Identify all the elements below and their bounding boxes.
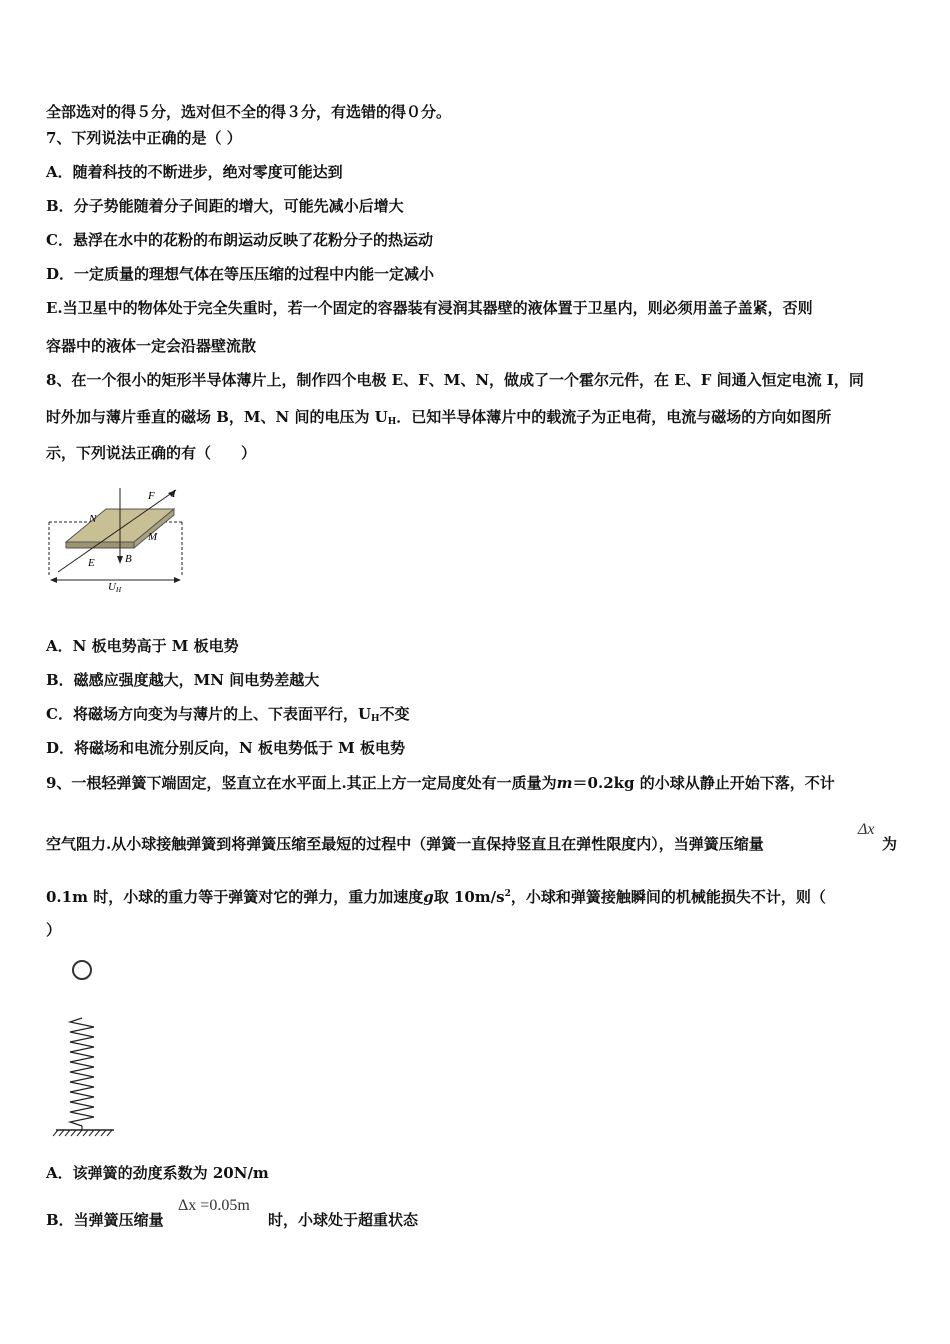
q8-option-b: B．磁感应强度越大，MN 间电势差越大: [46, 671, 320, 689]
label-u: [108, 581, 122, 592]
q9-line3-c: ，小球和弹簧接触瞬间的机械能损失不计，则（: [510, 888, 826, 906]
q9-option-b-a: B．当弹簧压缩量: [46, 1211, 164, 1229]
q7-option-b: B．分子势能随着分子间距的增大，可能先减小后增大: [46, 197, 404, 215]
q9-line3-g: g: [423, 888, 434, 906]
label-u-sub: H: [115, 586, 122, 592]
delta-x-symbol: Δx: [858, 821, 875, 838]
label-m: M: [148, 531, 158, 543]
q7-option-e-line2: 容器中的液体一定会沿器壁流散: [46, 337, 257, 355]
q9-line3-b: 取 10m/s: [433, 888, 505, 906]
q9-line1-a: 9、一根轻弹簧下端固定，竖直立在水平面上.其正上方一定局度处有一质量为: [46, 774, 557, 792]
q9-option-b: [46, 1210, 164, 1230]
q8-option-d: D．将磁场和电流分别反向，N 板电势低于 M 板电势: [46, 739, 405, 757]
q7-option-e-line1: E.当卫星中的物体处于完全失重时，若一个固定的容器装有浸润其器壁的液体置于卫星内，则必须用盖子盖紧，否则: [46, 299, 813, 317]
spring-ball-figure: [50, 956, 120, 1140]
q9-stem-line3: [46, 884, 826, 907]
q9-line3-sup: 2: [504, 889, 511, 899]
hall-element-figure: [44, 484, 194, 592]
q7-option-d: D．一定质量的理想气体在等压压缩的过程中内能一定减小: [46, 265, 435, 283]
q8-option-c-sub: H: [371, 714, 380, 724]
q8-line2-b: ．已知半导体薄片中的载流子为正电荷，电流与磁场的方向如图所: [396, 408, 832, 426]
label-e: E: [88, 557, 95, 569]
label-u-main: U: [108, 581, 116, 592]
label-b: B: [125, 553, 132, 565]
q9-line3-a: 0.1m 时，小球的重力等于弹簧对它的弹力，重力加速度: [46, 888, 424, 906]
q8-option-c-a: C．将磁场方向变为与薄片的上、下表面平行，U: [46, 705, 372, 723]
q9-option-a: A．该弹簧的劲度系数为 20N/m: [46, 1164, 269, 1182]
q7-stem: 7、下列说法中正确的是（ ）: [46, 129, 242, 147]
label-n: N: [89, 513, 97, 525]
q9-option-b-end: 时，小球处于超重状态: [268, 1211, 419, 1229]
q8-option-c: [46, 704, 410, 729]
q7-option-a: A．随着科技的不断进步，绝对零度可能达到: [46, 163, 343, 181]
q9-stem-line4: ）: [46, 921, 62, 939]
q9-option-b-math: Δx =0.05m: [178, 1197, 250, 1214]
q9-line1-b: ＝0.2kg 的小球从静止开始下落，不计: [572, 774, 835, 792]
label-f: F: [148, 490, 155, 502]
q9-stem-line1: [46, 773, 835, 793]
q8-option-c-b: 不变: [379, 705, 410, 723]
q8-line2-a: 时外加与薄片垂直的磁场 B，M、N 间的电压为 U: [46, 408, 388, 426]
q9-stem-line2: 空气阻力.从小球接触弹簧到将弹簧压缩至最短的过程中（弹簧一直保持竖直且在弹性限度内），当弹簧压缩量: [46, 835, 764, 853]
q8-stem-line2: [46, 407, 831, 432]
q8-option-a: A．N 板电势高于 M 板电势: [46, 637, 239, 655]
label-i: I: [172, 488, 176, 500]
q9-stem-line2-end: 为: [882, 835, 898, 853]
q8-line2-sub: H: [387, 417, 397, 427]
q9-line1-m: m: [556, 774, 573, 792]
q7-option-c: C．悬浮在水中的花粉的布朗运动反映了花粉分子的热运动: [46, 231, 433, 249]
q8-stem-line3: 示，下列说法正确的有（ ）: [46, 444, 257, 462]
intro-line: 全部选对的得５分，选对但不全的得３分，有选错的得０分。: [46, 103, 452, 121]
q8-stem-line1: 8、在一个很小的矩形半导体薄片上，制作四个电极 E、F、M、N，做成了一个霍尔元件，在 E、F 间通入恒定电流 I，同: [46, 371, 864, 389]
